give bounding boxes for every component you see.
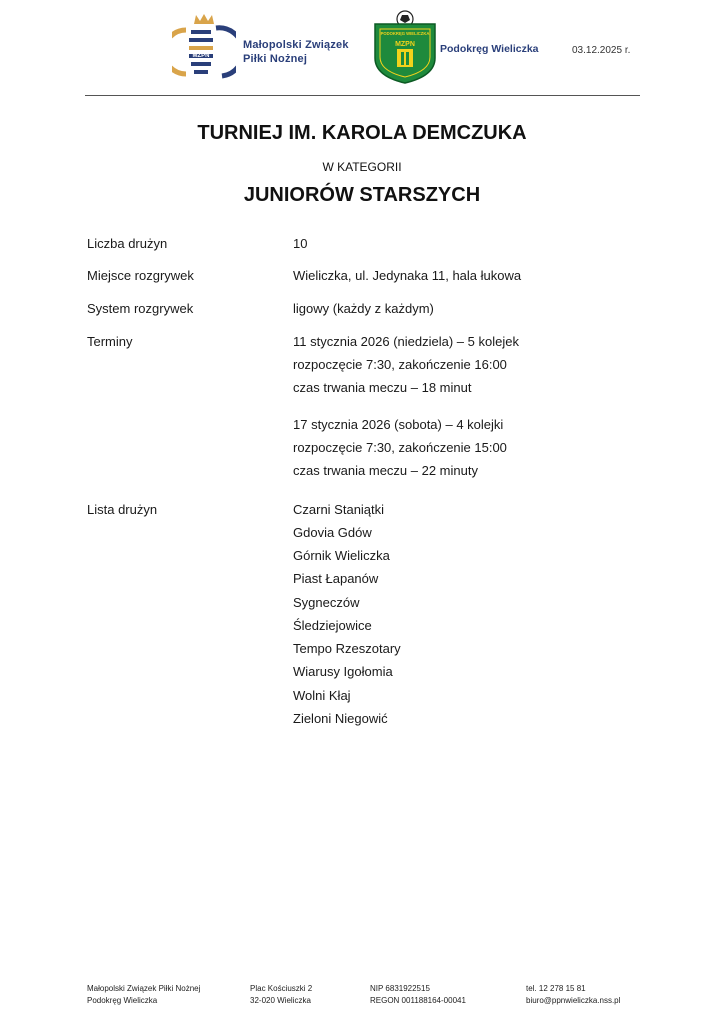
team-list-item: Sygneczów [293,595,360,610]
podokreg-badge-text: PODOKRĘG WIELICZKA [380,31,430,36]
teams-count-label: Liczba drużyn [87,236,168,251]
footer-city: 32-020 Wieliczka [250,996,311,1005]
footer-nip: NIP 6831922515 [370,984,430,993]
team-list-item: Piast Łapanów [293,571,379,586]
system-value: ligowy (każdy z każdym) [293,301,434,316]
footer-address [250,983,312,1007]
header-divider [85,95,640,96]
document-date: 03.12.2025 r. [572,45,631,56]
footer-regon: REGON 001188164-00041 [370,996,466,1005]
date2-line3: czas trwania meczu – 22 minuty [293,463,478,478]
category-title: JUNIORÓW STARSZYCH [243,184,481,206]
team-list-item: Czarni Staniątki [293,502,385,517]
footer-registry [370,983,466,1007]
date2-line1: 17 stycznia 2026 (sobota) – 4 kolejki [293,417,504,432]
date1-line1: 11 stycznia 2026 (niedziela) – 5 kolejek [293,334,519,349]
footer-street: Plac Kościuszki 2 [250,984,313,993]
system-label: System rozgrywek [87,301,194,316]
team-list-item: Wiarusy Igołomia [293,664,393,679]
teams-count-value: 10 [293,236,308,251]
team-list-item: Zieloni Niegowić [293,711,388,726]
podokreg-wieliczka-logo [371,10,439,84]
team-list-item: Gdovia Gdów [293,525,372,540]
team-list-item: Górnik Wieliczka [293,548,390,563]
dates-label: Terminy [87,334,133,349]
mzpn-shield-text: MZPN [395,41,415,48]
organization-name-line2: Piłki Nożnej [243,53,308,65]
footer-organization [87,983,200,1007]
footer-contact [526,983,620,1007]
organization-name-line1: Małopolski Związek [243,39,349,51]
date1-line2: rozpoczęcie 7:30, zakończenie 16:00 [293,357,507,372]
tournament-title: TURNIEJ IM. KAROLA DEMCZUKA [197,122,527,144]
mzpn-badge-text: MZPN [192,53,210,59]
category-caption: W KATEGORII [322,160,402,174]
footer-phone: tel. 12 278 15 81 [526,984,586,993]
footer-email: biuro@ppnwieliczka.nss.pl [526,996,621,1005]
footer-org-name: Małopolski Związek Piłki Nożnej [87,984,201,993]
teams-label: Lista drużyn [87,502,158,517]
team-list-item: Wolni Kłaj [293,688,351,703]
organization-name [243,38,349,66]
subdistrict-name: Podokręg Wieliczka [440,43,539,55]
date2-line2: rozpoczęcie 7:30, zakończenie 15:00 [293,440,507,455]
date1-line3: czas trwania meczu – 18 minut [293,380,472,395]
team-list-item: Śledziejowice [293,618,372,633]
venue-value: Wieliczka, ul. Jedynaka 11, hala łukowa [293,268,522,283]
venue-label: Miejsce rozgrywek [87,268,194,283]
footer-subdistrict: Podokręg Wieliczka [87,996,158,1005]
mzpn-logo [172,12,236,80]
team-list-item: Tempo Rzeszotary [293,641,401,656]
